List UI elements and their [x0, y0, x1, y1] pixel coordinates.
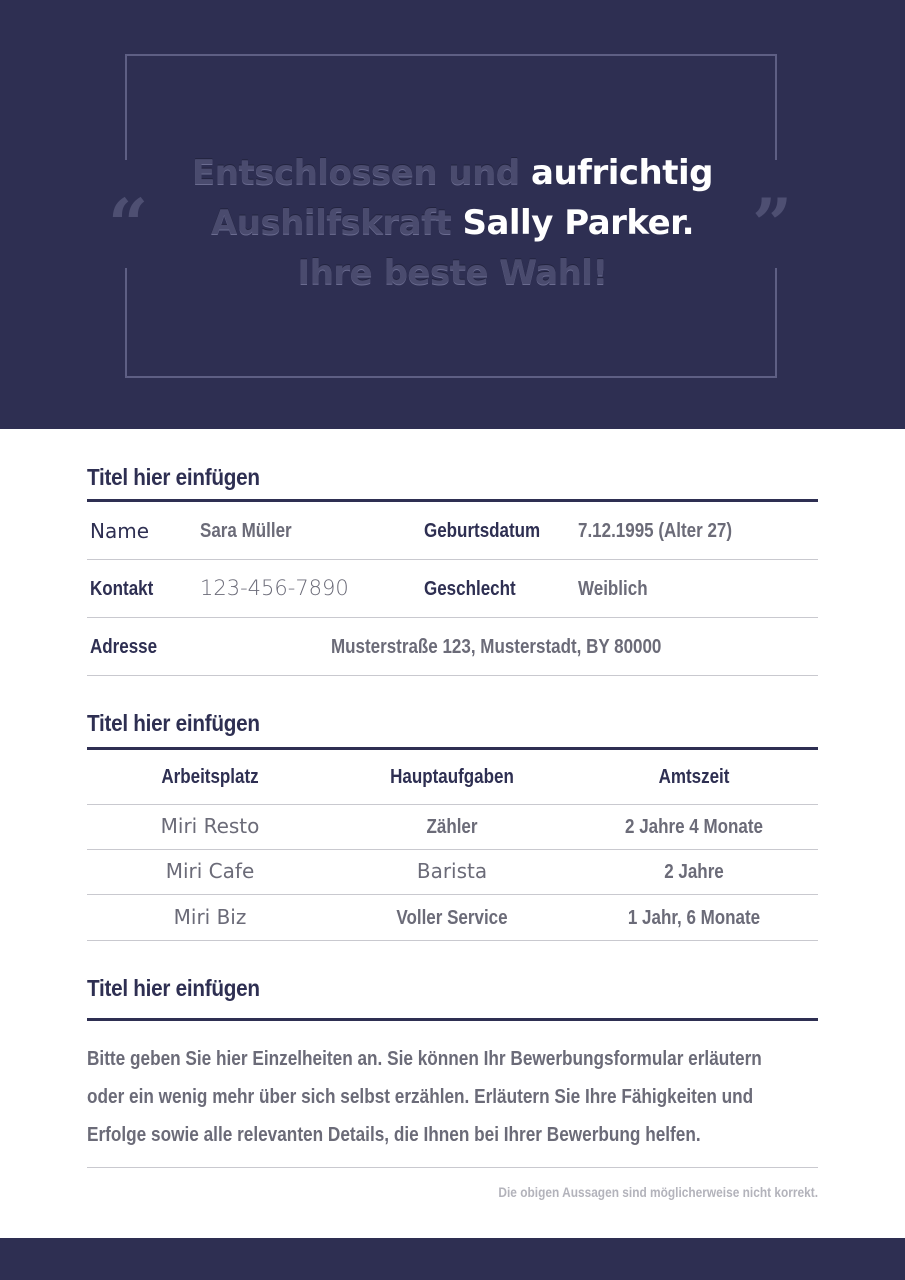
table-cell: Miri Cafe [165, 859, 255, 883]
paragraph-line: Bitte geben Sie hier Einzelheiten an. Sie können Ihr Bewerbungsformular erläutern [87, 1048, 762, 1070]
gender-value: Weiblich [578, 578, 648, 600]
table-cell: 2 Jahre [664, 861, 724, 883]
table-header-workplace: Arbeitsplatz [161, 766, 259, 788]
birth-value: 7.12.1995 (Alter 27) [578, 520, 733, 542]
section2-divider [87, 747, 818, 750]
section3-title: Titel hier einfügen [87, 975, 260, 1001]
name-label: Name [90, 519, 150, 543]
table-cell: Zähler [426, 816, 478, 838]
table-header-tenure: Amtszeit [658, 766, 730, 788]
row-divider [87, 559, 818, 560]
headline-line2-dim: Aushilfskraft [210, 203, 452, 243]
section1-divider [87, 499, 818, 502]
headline-line2-bright: Sally Parker. [462, 203, 695, 243]
table-cell: Voller Service [396, 907, 508, 929]
paragraph-line: oder ein wenig mehr über sich selbst erzählen. Erläutern Sie Ihre Fähigkeiten und [87, 1086, 754, 1108]
paragraph-line: Erfolge sowie alle relevanten Details, die Ihnen bei Ihrer Bewerbung helfen. [87, 1124, 701, 1146]
row-divider [87, 617, 818, 618]
paragraph-divider [87, 1167, 818, 1168]
address-value: Musterstraße 123, Musterstadt, BY 80000 [331, 636, 662, 658]
contact-label: Kontakt [90, 578, 154, 600]
row-divider [87, 675, 818, 676]
description-paragraph [87, 1040, 792, 1154]
birth-label: Geburtsdatum [424, 520, 541, 542]
name-value: Sara Müller [200, 520, 292, 542]
headline [140, 148, 765, 298]
row-divider [87, 940, 818, 941]
section1-title: Titel hier einfügen [87, 464, 260, 490]
table-header-tasks: Hauptaufgaben [390, 766, 514, 788]
table-cell: Miri Biz [173, 905, 247, 929]
row-divider [87, 804, 818, 805]
headline-line3-dim: Ihre beste Wahl! [297, 253, 608, 293]
table-cell: Miri Resto [160, 814, 260, 838]
row-divider [87, 849, 818, 850]
contact-value: 123-456-7890 [200, 576, 349, 600]
close-quote-icon: ” [752, 183, 793, 266]
table-cell: 1 Jahr, 6 Monate [627, 907, 761, 929]
open-quote-icon: “ [108, 183, 149, 266]
table-cell: Barista [416, 859, 488, 883]
address-label: Adresse [90, 636, 158, 658]
table-cell: 2 Jahre 4 Monate [625, 816, 763, 838]
header-banner [0, 0, 905, 429]
section2-title: Titel hier einfügen [87, 710, 260, 736]
disclaimer-note: Die obigen Aussagen sind möglicherweise nicht korrekt. [498, 1184, 818, 1200]
headline-line1-bright: aufrichtig [531, 153, 713, 193]
footer-bar [0, 1238, 905, 1280]
section3-divider [87, 1018, 818, 1021]
gender-label: Geschlecht [424, 578, 516, 600]
headline-line1-dim: Entschlossen und [192, 153, 520, 193]
row-divider [87, 894, 818, 895]
